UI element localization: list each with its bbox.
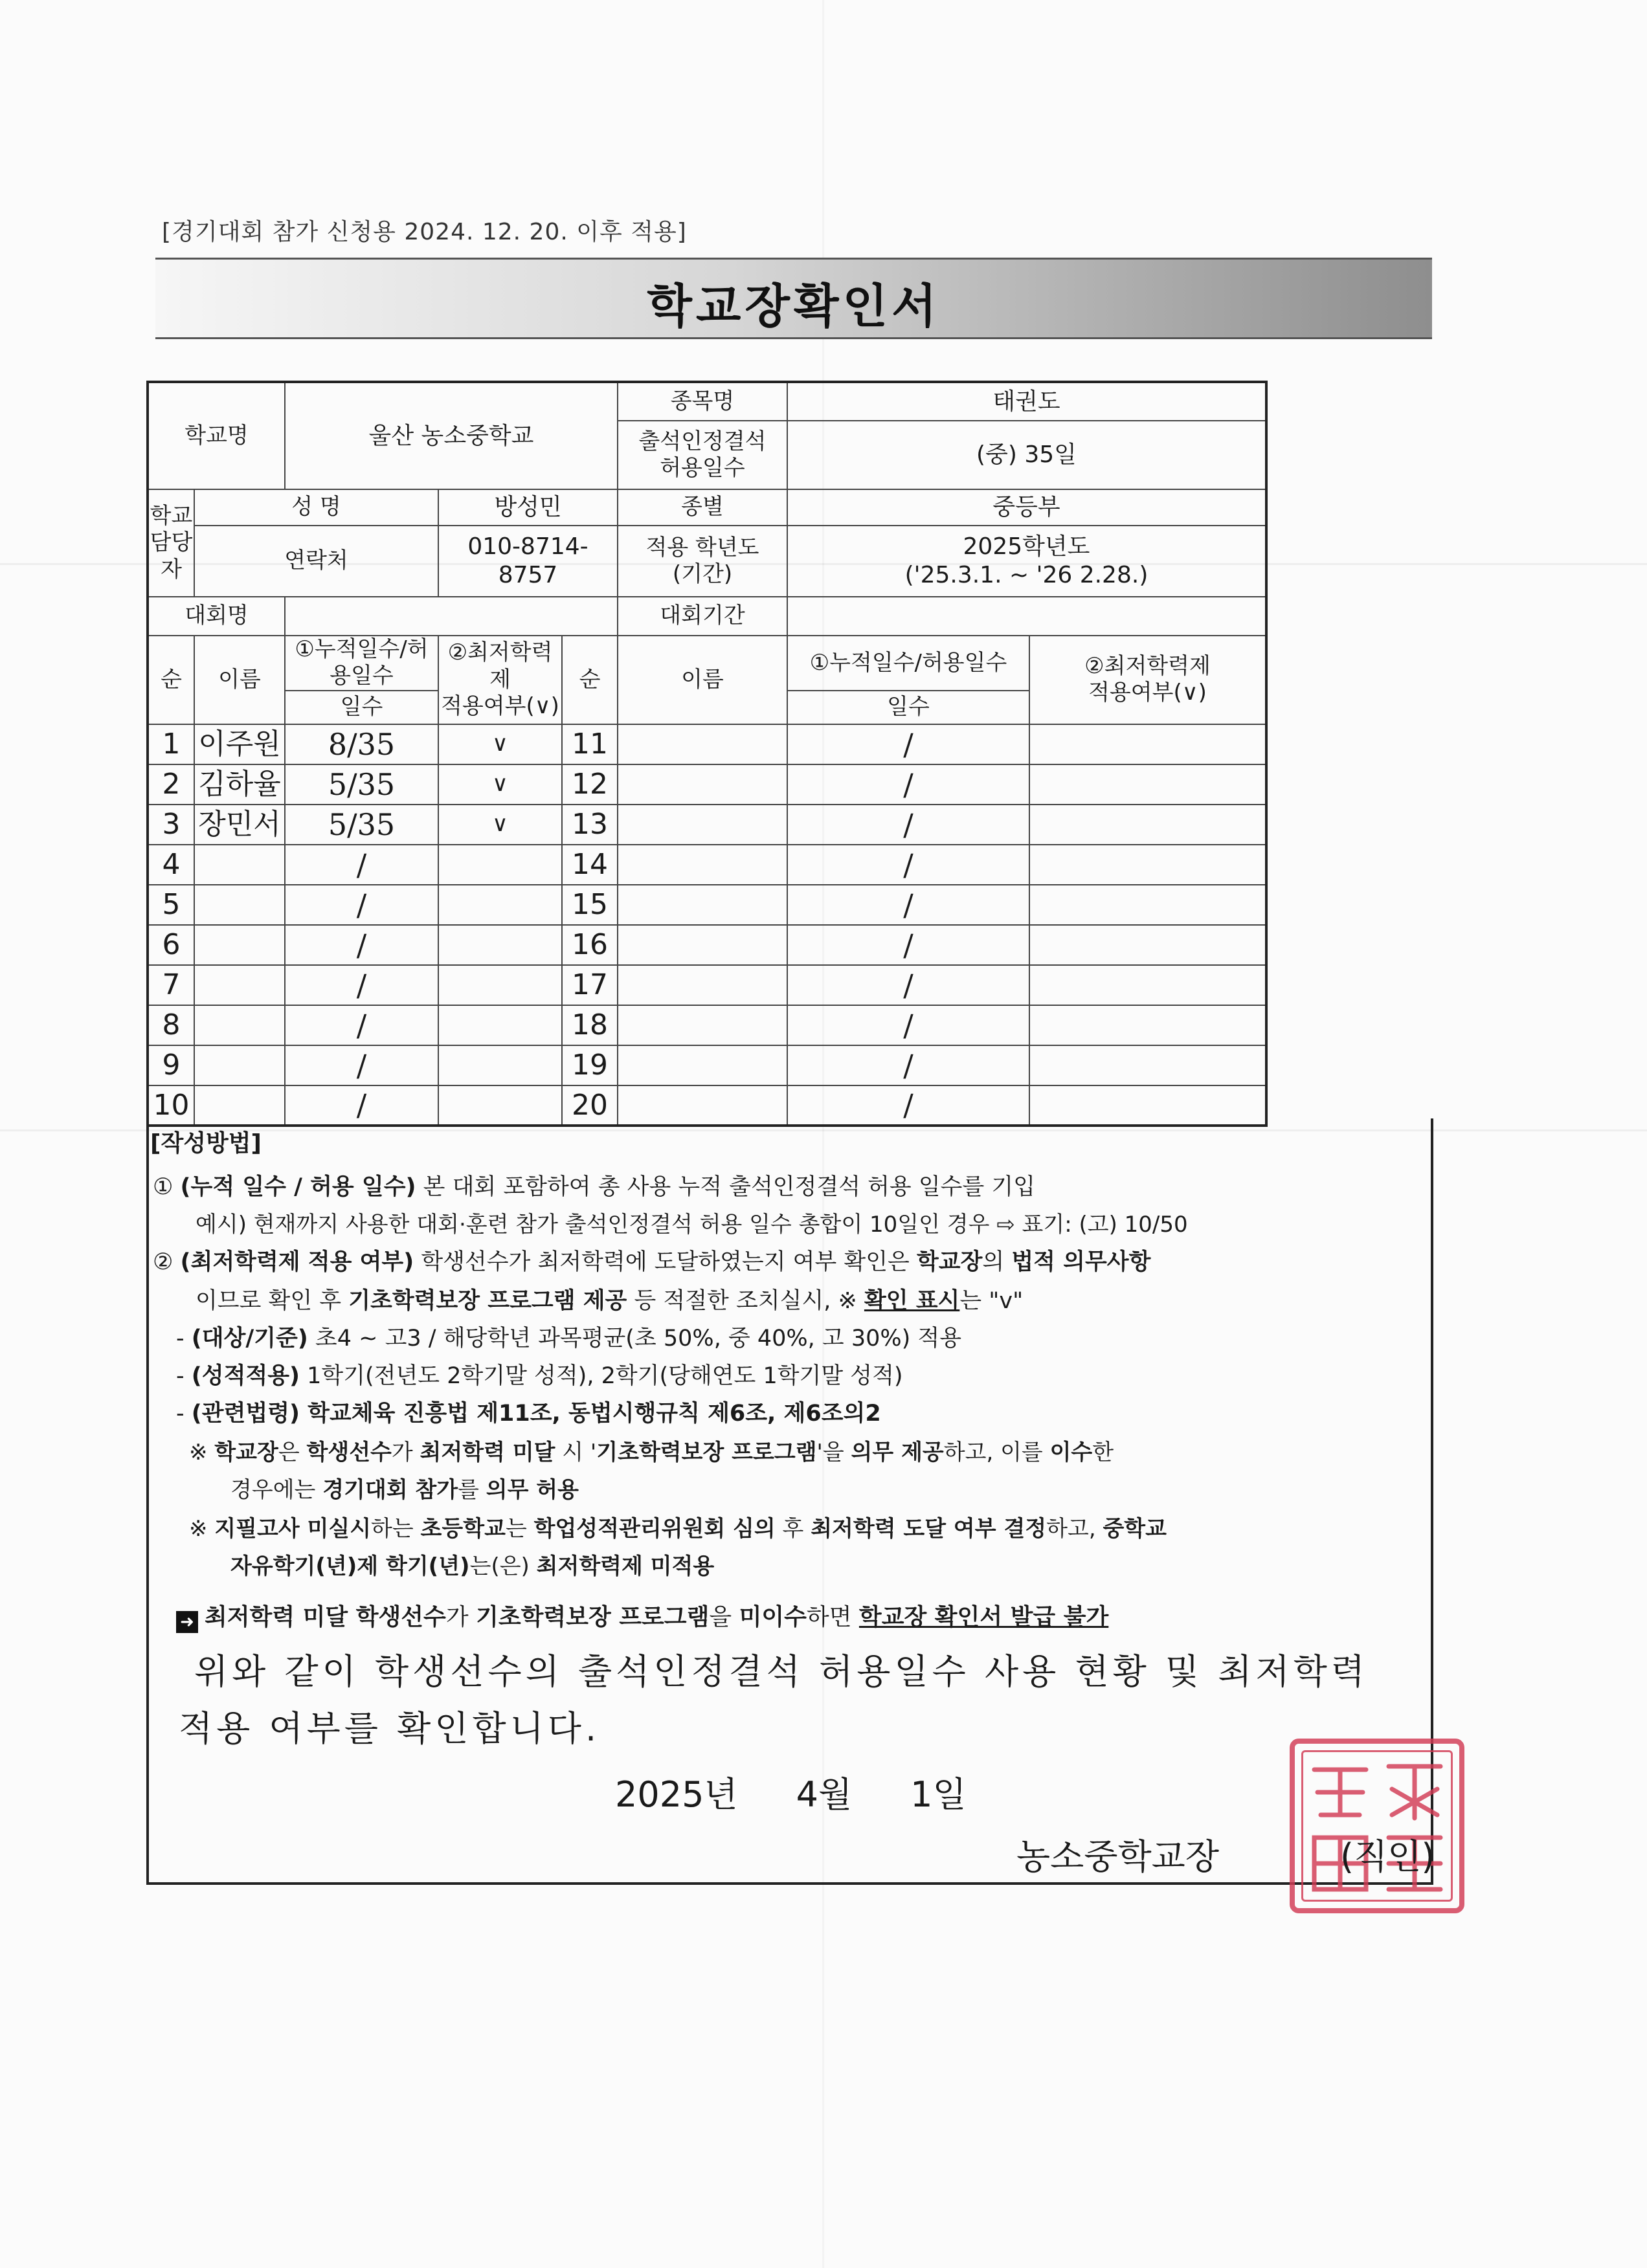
school-year-label-line2: (기간) bbox=[672, 561, 733, 587]
method-sub2 bbox=[176, 1358, 903, 1390]
date-day: 1일 bbox=[910, 1774, 967, 1815]
item2-line2-c: 등 적절한 조치실시, ※ bbox=[627, 1288, 864, 1314]
method-item1-example: 예시) 현재까지 사용한 대회·훈련 참가 출석인정결석 허용 일수 총합이 10일인 경우 ⇨ 표기: (고) 10/50 bbox=[196, 1212, 1188, 1238]
sub3-bold: (관련법령) 학교체육 진흥법 제11조, 동법시행규칙 제6조, 제6조의2 bbox=[191, 1401, 881, 1427]
row-check-left: ∨ bbox=[438, 805, 562, 845]
warn-e: 미이수 bbox=[739, 1604, 807, 1630]
row-days-right: / bbox=[787, 805, 1029, 845]
row-check-left bbox=[438, 965, 562, 1005]
item2-text-a: 학생선수가 최저학력에 도달하였는지 여부 확인은 bbox=[414, 1249, 917, 1275]
allowed-days: / bbox=[356, 847, 367, 882]
sub2-text: 1학기(전년도 2학기말 성적), 2학기(당해연도 1학기말 성적) bbox=[300, 1363, 903, 1389]
school-year-label bbox=[618, 526, 787, 597]
confirm-line1: 위와 같이 학생선수의 출석인정결석 허용일수 사용 현황 및 최저학력 bbox=[194, 1651, 1369, 1692]
item1-mark: ① bbox=[153, 1174, 174, 1200]
row-no-right: 18 bbox=[562, 1005, 618, 1045]
document-title: 학교장확인서 bbox=[647, 279, 941, 333]
allowed-days: /35 bbox=[347, 766, 396, 802]
row-no-left: 6 bbox=[148, 925, 194, 965]
note1-d: 가 bbox=[391, 1440, 420, 1465]
col-days-sub-right: 일수 bbox=[787, 691, 1029, 724]
row-days-right: / bbox=[787, 764, 1029, 805]
col-min-left-line2: 적용여부(∨) bbox=[441, 693, 559, 720]
row-name-left bbox=[194, 965, 285, 1005]
sub1-bold: (대상/기준) bbox=[191, 1326, 308, 1351]
seal-label: (직인) bbox=[1340, 1836, 1435, 1877]
note1-j: 하고, 이를 bbox=[943, 1440, 1050, 1465]
warn-b: 가 bbox=[445, 1604, 476, 1630]
note2-f: 후 bbox=[775, 1516, 811, 1542]
allowed-days: / bbox=[356, 1087, 367, 1123]
row-no-left: 10 bbox=[148, 1085, 194, 1126]
row-days-right: / bbox=[787, 885, 1029, 925]
col-days-sub-left: 일수 bbox=[285, 691, 438, 724]
staff-name-label: 성 명 bbox=[194, 489, 438, 526]
col-min-right-line2: 적용여부(∨) bbox=[1088, 680, 1207, 706]
confirmation-table bbox=[146, 381, 1268, 1127]
phone-value: 010-8714-8757 bbox=[438, 526, 618, 597]
row-days-right: / bbox=[787, 1085, 1029, 1126]
item2-line2-d: 확인 표시 bbox=[864, 1288, 960, 1314]
note2-a: 지필고사 미실시 bbox=[214, 1516, 372, 1542]
table-row bbox=[148, 965, 1266, 1005]
item2-bold-d: 법적 의무사항 bbox=[1011, 1249, 1151, 1275]
row-days-left bbox=[285, 845, 438, 885]
row-days-left bbox=[285, 764, 438, 805]
note1-e: 최저학력 미달 bbox=[420, 1440, 555, 1465]
arrow-box-icon: ➜ bbox=[176, 1611, 198, 1633]
row-name-right bbox=[618, 805, 787, 845]
header-note: [경기대회 참가 신청용 2024. 12. 20. 이후 적용] bbox=[162, 219, 687, 245]
table-row bbox=[148, 1005, 1266, 1045]
note1-f: 시 ' bbox=[555, 1440, 597, 1465]
row-check-right bbox=[1029, 925, 1266, 965]
row-name-left: 이주원 bbox=[194, 724, 285, 764]
allowed-days: / bbox=[356, 1007, 367, 1043]
allowed-days-label-line2: 허용일수 bbox=[660, 455, 745, 481]
row-name-right bbox=[618, 885, 787, 925]
note2-i: 중학교 bbox=[1103, 1516, 1167, 1542]
warn-f: 하면 bbox=[806, 1604, 859, 1630]
competition-period-label: 대회기간 bbox=[618, 597, 787, 636]
row-no-left: 3 bbox=[148, 805, 194, 845]
item2-line2-a: 이므로 확인 후 bbox=[196, 1288, 349, 1314]
table-row bbox=[148, 805, 1266, 845]
allowed-days: /35 bbox=[347, 806, 396, 842]
row-name-right bbox=[618, 1005, 787, 1045]
note2-e: 학업성적관리위원회 심의 bbox=[533, 1516, 776, 1542]
item2-text-c: 의 bbox=[982, 1249, 1012, 1275]
row-days-right: / bbox=[787, 845, 1029, 885]
staff-name-value: 방성민 bbox=[438, 489, 618, 526]
table-row bbox=[148, 724, 1266, 764]
note1-k: 이수 bbox=[1049, 1440, 1093, 1465]
row-no-left: 2 bbox=[148, 764, 194, 805]
row-check-left bbox=[438, 1005, 562, 1045]
row-name-left bbox=[194, 925, 285, 965]
date-month: 4월 bbox=[796, 1774, 853, 1815]
row-check-left bbox=[438, 1045, 562, 1085]
row-check-left bbox=[438, 845, 562, 885]
note1-l: 한 bbox=[1092, 1440, 1114, 1465]
row-name-left bbox=[194, 885, 285, 925]
row-days-right: / bbox=[787, 724, 1029, 764]
note2-line2-a: 자유학기(년)제 학기(년) bbox=[230, 1553, 470, 1579]
note1-mark: ※ bbox=[189, 1440, 215, 1465]
method-item2-line2 bbox=[196, 1283, 1023, 1315]
item2-line2-e: 는 "v" bbox=[959, 1288, 1024, 1314]
signer: 농소중학교장 bbox=[1016, 1836, 1219, 1877]
row-name-left: 장민서 bbox=[194, 805, 285, 845]
col-days-right: ①누적일수/허용일수 bbox=[787, 636, 1029, 691]
used-days: 5 bbox=[328, 806, 348, 842]
warn-c: 기초학력보장 프로그램 bbox=[476, 1604, 710, 1630]
method-note1 bbox=[189, 1434, 1114, 1466]
allowed-days: / bbox=[356, 1047, 367, 1083]
note1-h: '을 bbox=[816, 1440, 851, 1465]
school-name-label: 학교명 bbox=[148, 382, 285, 489]
note2-b: 하는 bbox=[371, 1516, 421, 1542]
row-no-left: 1 bbox=[148, 724, 194, 764]
item1-text: 본 대회 포함하여 총 사용 누적 출석인정결석 허용 일수를 기입 bbox=[416, 1174, 1036, 1200]
method-title: [작성방법] bbox=[150, 1130, 262, 1157]
school-year: 2025학년도 bbox=[963, 533, 1090, 561]
note2-d: 는 bbox=[505, 1516, 534, 1542]
warn-g: 학교장 확인서 발급 불가 bbox=[858, 1604, 1109, 1630]
row-check-right bbox=[1029, 885, 1266, 925]
col-no-left: 순 bbox=[148, 636, 194, 724]
row-no-left: 4 bbox=[148, 845, 194, 885]
row-no-right: 20 bbox=[562, 1085, 618, 1126]
row-check-right bbox=[1029, 805, 1266, 845]
row-check-right bbox=[1029, 724, 1266, 764]
col-no-right: 순 bbox=[562, 636, 618, 724]
row-check-right bbox=[1029, 965, 1266, 1005]
row-name-left: 김하율 bbox=[194, 764, 285, 805]
warn-a: 최저학력 미달 학생선수 bbox=[205, 1604, 446, 1630]
row-name-left bbox=[194, 845, 285, 885]
phone-label: 연락처 bbox=[194, 526, 438, 597]
note1-a: 학교장 bbox=[214, 1440, 278, 1465]
method-note2-line2 bbox=[230, 1548, 714, 1580]
row-no-right: 11 bbox=[562, 724, 618, 764]
method-warning bbox=[176, 1599, 1108, 1633]
allowed-days-label bbox=[618, 421, 787, 489]
row-name-left bbox=[194, 1005, 285, 1045]
date-year: 2025년 bbox=[615, 1774, 738, 1815]
division-value: 중등부 bbox=[787, 489, 1266, 526]
item2-bold-b: 학교장 bbox=[916, 1249, 983, 1275]
division-label: 종별 bbox=[618, 489, 787, 526]
note2-line2-b: 는(은) bbox=[469, 1553, 537, 1579]
table-row bbox=[148, 925, 1266, 965]
event-label: 종목명 bbox=[618, 382, 787, 421]
col-min-left-line1: ②최저학력제 bbox=[447, 639, 553, 693]
row-no-right: 12 bbox=[562, 764, 618, 805]
row-no-right: 13 bbox=[562, 805, 618, 845]
note1-line2-a: 경우에는 bbox=[230, 1477, 323, 1503]
note2-h: 하고, bbox=[1046, 1516, 1103, 1542]
row-no-left: 7 bbox=[148, 965, 194, 1005]
competition-name-value bbox=[285, 597, 618, 636]
col-min-right bbox=[1029, 636, 1266, 724]
note2-g: 최저학력 도달 여부 결정 bbox=[811, 1516, 1047, 1542]
note1-c: 학생선수 bbox=[306, 1440, 392, 1465]
sub1-dash: - bbox=[176, 1326, 192, 1351]
official-seal bbox=[1290, 1739, 1464, 1913]
row-no-right: 19 bbox=[562, 1045, 618, 1085]
row-days-right: / bbox=[787, 965, 1029, 1005]
row-days-left bbox=[285, 1005, 438, 1045]
date-line bbox=[615, 1767, 967, 1817]
item2-line2-b: 기초학력보장 프로그램 제공 bbox=[348, 1288, 627, 1314]
item1-bold: (누적 일수 / 허용 일수) bbox=[180, 1174, 416, 1200]
row-name-left bbox=[194, 1045, 285, 1085]
row-check-left: ∨ bbox=[438, 764, 562, 805]
sub1-text: 초4 ~ 고3 / 해당학년 과목평균(초 50%, 중 40%, 고 30%) 적용 bbox=[308, 1326, 962, 1351]
col-days-left: ①누적일수/허용일수 bbox=[285, 636, 438, 691]
method-sub3 bbox=[176, 1395, 881, 1428]
used-days: 8 bbox=[328, 726, 348, 762]
row-name-right bbox=[618, 724, 787, 764]
method-sub1 bbox=[176, 1320, 961, 1353]
row-days-right: / bbox=[787, 1005, 1029, 1045]
staff-label-line1: 학교 bbox=[150, 502, 193, 529]
row-check-left bbox=[438, 885, 562, 925]
row-days-left bbox=[285, 885, 438, 925]
method-note1-line2 bbox=[230, 1472, 579, 1504]
row-check-right bbox=[1029, 1045, 1266, 1085]
table-row bbox=[148, 845, 1266, 885]
col-min-left bbox=[438, 636, 562, 724]
table-row bbox=[148, 1045, 1266, 1085]
row-no-right: 17 bbox=[562, 965, 618, 1005]
row-no-right: 14 bbox=[562, 845, 618, 885]
staff-label-line2: 담당자 bbox=[150, 529, 193, 583]
row-name-right bbox=[618, 764, 787, 805]
row-no-right: 15 bbox=[562, 885, 618, 925]
note2-c: 초등학교 bbox=[420, 1516, 506, 1542]
competition-name-label: 대회명 bbox=[148, 597, 285, 636]
staff-label bbox=[148, 489, 194, 597]
note1-line2-c: 를 bbox=[458, 1477, 486, 1503]
warn-d: 을 bbox=[709, 1604, 739, 1630]
method-item2 bbox=[153, 1244, 1150, 1276]
row-days-left bbox=[285, 965, 438, 1005]
table-row bbox=[148, 885, 1266, 925]
sub2-bold: (성적적용) bbox=[191, 1363, 300, 1389]
row-no-left: 8 bbox=[148, 1005, 194, 1045]
row-name-right bbox=[618, 1045, 787, 1085]
row-name-right bbox=[618, 925, 787, 965]
row-days-left bbox=[285, 925, 438, 965]
col-min-right-line1: ②최저학력제 bbox=[1084, 653, 1211, 679]
row-days-right: / bbox=[787, 925, 1029, 965]
row-check-right bbox=[1029, 764, 1266, 805]
confirm-line2: 적용 여부를 확인합니다. bbox=[179, 1708, 601, 1749]
used-days: 5 bbox=[328, 766, 348, 802]
row-no-right: 16 bbox=[562, 925, 618, 965]
note2-mark: ※ bbox=[189, 1516, 215, 1542]
note1-i: 의무 제공 bbox=[851, 1440, 944, 1465]
allowed-days-value: (중) 35일 bbox=[787, 421, 1266, 489]
row-check-right bbox=[1029, 1005, 1266, 1045]
row-no-left: 9 bbox=[148, 1045, 194, 1085]
row-days-left bbox=[285, 724, 438, 764]
school-name-value: 울산 농소중학교 bbox=[285, 382, 618, 489]
allowed-days: /35 bbox=[347, 726, 396, 762]
row-days-left bbox=[285, 1045, 438, 1085]
allowed-days: / bbox=[356, 967, 367, 1003]
competition-period-value bbox=[787, 597, 1266, 636]
row-days-right: / bbox=[787, 1045, 1029, 1085]
student-rows bbox=[148, 724, 1266, 1126]
row-check-left bbox=[438, 925, 562, 965]
sub2-dash: - bbox=[176, 1363, 192, 1389]
allowed-days: / bbox=[356, 887, 367, 922]
row-days-left bbox=[285, 805, 438, 845]
row-no-left: 5 bbox=[148, 885, 194, 925]
seal-glyphs-icon bbox=[1295, 1744, 1459, 1908]
item2-mark: ② bbox=[153, 1249, 174, 1275]
method-note2 bbox=[189, 1511, 1167, 1542]
note1-b: 은 bbox=[278, 1440, 307, 1465]
row-name-right bbox=[618, 965, 787, 1005]
method-item1 bbox=[153, 1169, 1035, 1201]
row-check-left: ∨ bbox=[438, 724, 562, 764]
note1-g: 기초학력보장 프로그램 bbox=[596, 1440, 817, 1465]
col-name-left: 이름 bbox=[194, 636, 285, 724]
item2-bold: (최저학력제 적용 여부) bbox=[180, 1249, 414, 1275]
sub3-dash: - bbox=[176, 1401, 192, 1427]
note1-line2-b: 경기대회 참가 bbox=[322, 1477, 458, 1503]
note2-line2-c: 최저학력제 미적용 bbox=[536, 1553, 715, 1579]
allowed-days: / bbox=[356, 927, 367, 962]
note1-line2-d: 의무 허용 bbox=[486, 1477, 579, 1503]
event-value: 태권도 bbox=[787, 382, 1266, 421]
school-year-label-line1: 적용 학년도 bbox=[645, 534, 759, 561]
school-year-period: ('25.3.1. ~ '26 2.28.) bbox=[904, 562, 1148, 588]
title-bar bbox=[155, 258, 1432, 339]
table-row bbox=[148, 764, 1266, 805]
row-name-right bbox=[618, 845, 787, 885]
row-check-right bbox=[1029, 845, 1266, 885]
allowed-days-label-line1: 출석인정결석 bbox=[638, 428, 767, 454]
col-name-right: 이름 bbox=[618, 636, 787, 724]
school-year-value bbox=[787, 526, 1266, 597]
